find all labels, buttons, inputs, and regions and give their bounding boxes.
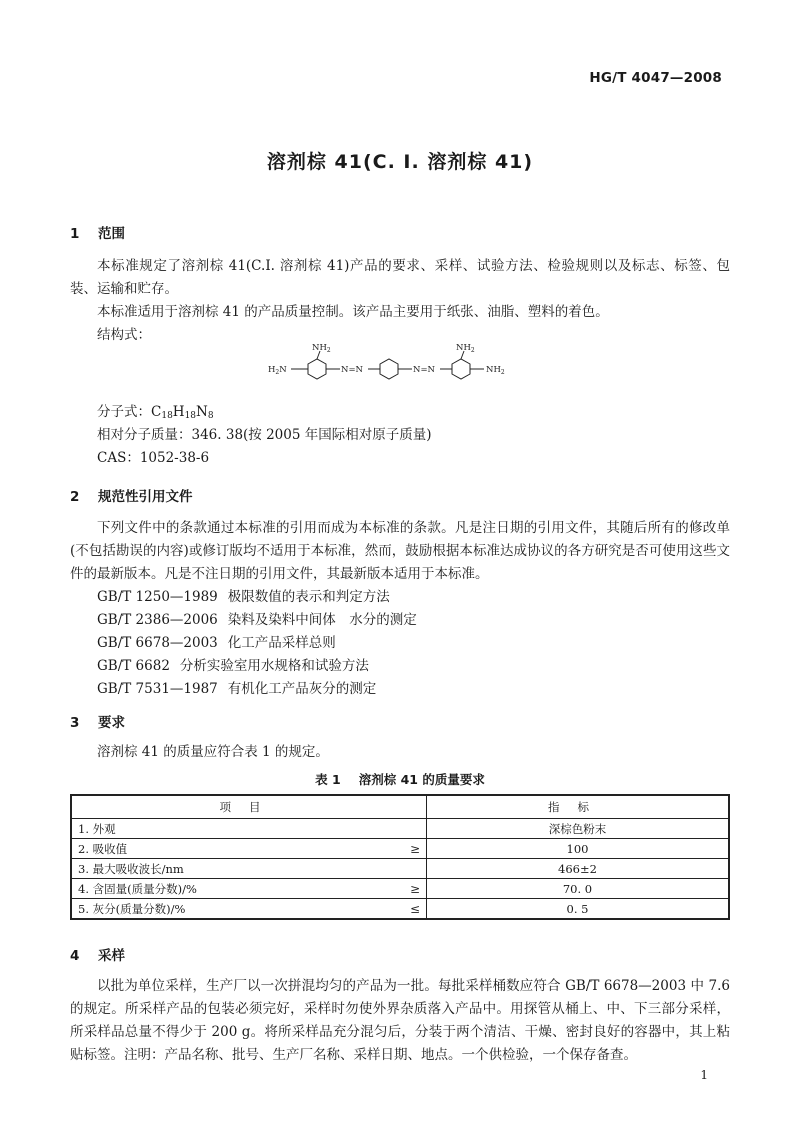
requirements-paragraph: 溶剂棕 41 的质量应符合表 1 的规定。 [97,744,329,760]
ref-item: GB/T 2386—2006 染料及染料中间体 水分的测定 [97,612,417,628]
col-header-value: 指标 [427,795,730,819]
table-row: 3. 最大吸收波长/nm 466±2 [71,859,729,879]
table-row: 1. 外观 深棕色粉末 [71,819,729,839]
section-heading-scope [70,222,125,242]
page-number: 1 [700,1068,708,1082]
structural-formula [260,341,530,399]
ref-item: GB/T 1250—1989 极限数值的表示和判定方法 [97,589,390,605]
benzene-ring-3 [452,359,470,379]
azo-label-1: N=N [341,365,363,375]
structure-label: 结构式： [97,327,151,343]
amine-label-top-2: $NH_2$ [456,343,475,354]
scope-paragraph-2: 本标准适用于溶剂棕 41 的产品质量控制。该产品主要用于纸张、油脂、塑料的着色。 [97,304,609,320]
section-heading-normative: 2 规范性引用文件 [70,489,193,505]
azo-label-2: N=N [413,365,435,375]
quality-requirements-table [70,794,730,920]
table-row: 5. 灰分(质量分数)/% ≤ 0. 5 [71,899,729,920]
col-header-item: 项目 [71,795,427,819]
standard-code: HG/T 4047—2008 [589,70,722,86]
molecular-formula: 分子式：$C_{18}H_{18}N_8$ [97,404,214,421]
section-heading-sampling: 4 采样 [70,948,125,964]
molecular-mass: 相对分子质量：346. 38(按 2005 年国际相对原子质量) [97,427,432,443]
section-number: 1 [70,226,80,242]
normative-paragraph-1: 下列文件中的条款通过本标准的引用而成为本标准的条款。凡是注日期的引用文件，其随后所有的修改单(不包括勘误的内容)或修订版均不适用于本标准，然而，鼓励根据本标准达成协议的各方研究是否可使用这些文件的最新版本。凡是不注日期的引用文件，其最新版本适用于本标准。 [70,520,730,582]
benzene-ring-1 [308,359,326,379]
section-title: 范围 [98,226,125,242]
ref-item: GB/T 6682 分析实验室用水规格和试验方法 [97,658,369,674]
table-caption: 表 1 溶剂棕 41 的质量要求 [315,772,485,787]
ref-item: GB/T 7531—1987 有机化工产品灰分的测定 [97,681,377,697]
table-row: 4. 含固量(质量分数)/% ≥ 70. 0 [71,879,729,899]
document-title: 溶剂棕 41(C. I. 溶剂棕 41) [266,151,534,173]
amine-label-right: $NH_2$ [486,365,505,376]
amine-label-left: $H_2N$ [268,365,287,376]
table-row: 2. 吸收值 ≥ 100 [71,839,729,859]
ref-item: GB/T 6678—2003 化工产品采样总则 [97,635,336,651]
scope-paragraph-1: 本标准规定了溶剂棕 41(C.I. 溶剂棕 41)产品的要求、采样、试验方法、检验规则以及标志、标签、包装、运输和贮存。 [70,258,730,297]
table-header-row [71,795,729,819]
sampling-paragraph: 以批为单位采样，生产厂以一次拼混均匀的产品为一批。每批采样桶数应符合 GB/T 6678—2003 中 7.6 的规定。所采样产品的包装必须完好，采样时勿使外界杂质落入产品中。用探管从桶上、中、下三部分采样，所采样品总量不得少于 200 g。将所采样品充分混匀后，分装于两个清洁、干燥、密封良好的容器中，其上粘贴标签。注明：产品名称、批号、生产厂名称、采样日期、地点。一个供检验，一个保存备查。 [70,978,730,1063]
benzene-ring-2 [380,359,398,379]
section-heading-requirements: 3 要求 [70,715,125,731]
cas-number: CAS：1052-38-6 [97,450,210,466]
amine-label-top-1: $NH_2$ [312,343,331,354]
